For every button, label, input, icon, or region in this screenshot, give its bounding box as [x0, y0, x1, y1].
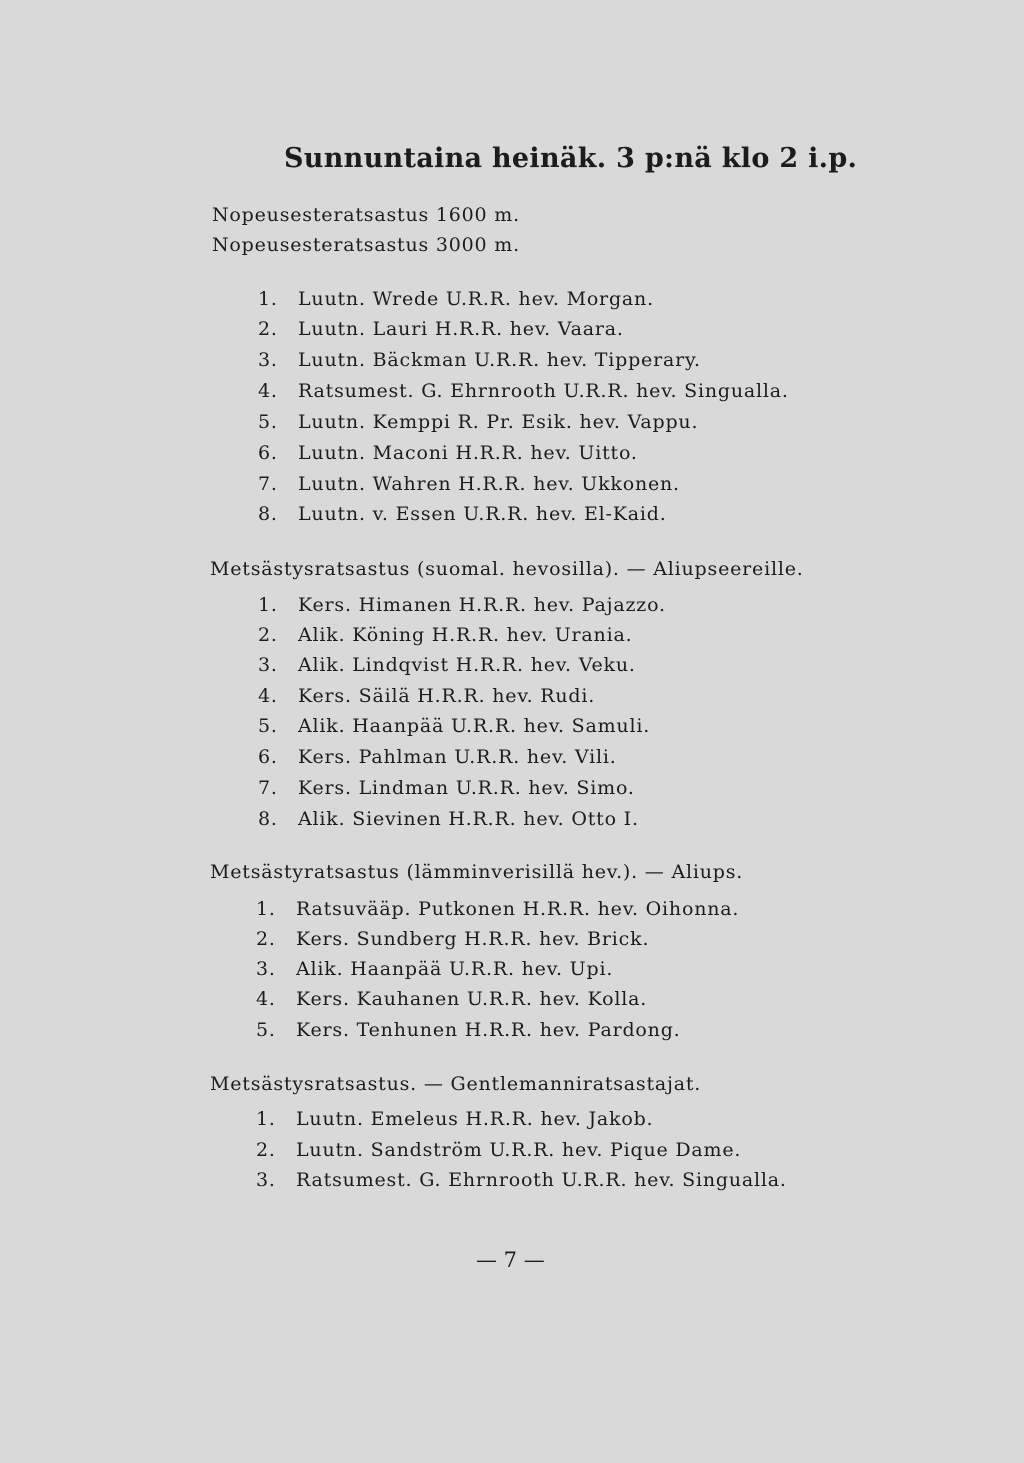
item-text: Kers. Säilä H.R.R. hev. Rudi.	[298, 685, 596, 707]
item-text: Luutn. Kemppi R. Pr. Esik. hev. Vappu.	[298, 411, 699, 433]
item-number: 3.	[256, 1169, 276, 1191]
item-text: Alik. Lindqvist H.R.R. hev. Veku.	[298, 654, 636, 676]
item-number: 2.	[258, 318, 278, 340]
item-text: Ratsumest. G. Ehrnrooth U.R.R. hev. Singualla.	[296, 1169, 787, 1191]
item-text: Luutn. Bäckman U.R.R. hev. Tipperary.	[298, 349, 701, 371]
item-number: 3.	[258, 349, 278, 371]
item-number: 8.	[258, 808, 278, 830]
page-number: — 7 —	[476, 1248, 545, 1272]
page-title: Sunnuntaina heinäk. 3 p:nä klo 2 i.p.	[284, 143, 858, 174]
item-text: Ratsuvääp. Putkonen H.R.R. hev. Oihonna.	[296, 898, 740, 920]
item-text: Alik. Haanpää U.R.R. hev. Upi.	[296, 958, 614, 980]
item-text: Luutn. Wrede U.R.R. hev. Morgan.	[298, 288, 654, 310]
item-number: 2.	[258, 624, 278, 646]
item-number: 6.	[258, 746, 278, 768]
item-text: Luutn. Sandström U.R.R. hev. Pique Dame.	[296, 1139, 742, 1161]
item-text: Alik. Sievinen H.R.R. hev. Otto I.	[298, 808, 639, 830]
item-text: Luutn. Lauri H.R.R. hev. Vaara.	[298, 318, 624, 340]
item-text: Kers. Sundberg H.R.R. hev. Brick.	[296, 928, 650, 950]
item-text: Kers. Lindman U.R.R. hev. Simo.	[298, 777, 635, 799]
item-text: Kers. Tenhunen H.R.R. hev. Pardong.	[296, 1019, 681, 1041]
intro-line: Nopeusesteratsastus 1600 m.	[212, 204, 520, 226]
item-number: 1.	[256, 1108, 276, 1130]
item-text: Luutn. Emeleus H.R.R. hev. Jakob.	[296, 1108, 654, 1130]
item-text: Kers. Himanen H.R.R. hev. Pajazzo.	[298, 594, 666, 616]
item-number: 1.	[258, 288, 278, 310]
item-number: 3.	[256, 958, 276, 980]
item-text: Kers. Pahlman U.R.R. hev. Vili.	[298, 746, 617, 768]
item-text: Alik. Köning H.R.R. hev. Urania.	[298, 624, 633, 646]
item-number: 6.	[258, 442, 278, 464]
item-number: 1.	[258, 594, 278, 616]
section-heading: Metsästysratsastus. — Gentlemanniratsastajat.	[210, 1073, 702, 1095]
item-number: 7.	[258, 473, 278, 495]
item-number: 8.	[258, 503, 278, 525]
section-heading: Metsästysratsastus (suomal. hevosilla). — Aliupseereille.	[210, 558, 804, 580]
item-number: 4.	[258, 380, 278, 402]
item-text: Ratsumest. G. Ehrnrooth U.R.R. hev. Singualla.	[298, 380, 789, 402]
item-text: Luutn. Maconi H.R.R. hev. Uitto.	[298, 442, 638, 464]
item-text: Kers. Kauhanen U.R.R. hev. Kolla.	[296, 988, 648, 1010]
item-number: 4.	[256, 988, 276, 1010]
item-text: Alik. Haanpää U.R.R. hev. Samuli.	[298, 715, 651, 737]
item-number: 2.	[256, 1139, 276, 1161]
item-number: 3.	[258, 654, 278, 676]
item-text: Luutn. v. Essen U.R.R. hev. El-Kaid.	[298, 503, 667, 525]
item-number: 5.	[258, 715, 278, 737]
item-number: 7.	[258, 777, 278, 799]
intro-line: Nopeusesteratsastus 3000 m.	[212, 234, 520, 256]
item-number: 5.	[256, 1019, 276, 1041]
item-number: 4.	[258, 685, 278, 707]
item-number: 2.	[256, 928, 276, 950]
item-text: Luutn. Wahren H.R.R. hev. Ukkonen.	[298, 473, 680, 495]
item-number: 1.	[256, 898, 276, 920]
section-heading: Metsästyratsastus (lämminverisillä hev.). — Aliups.	[210, 861, 744, 883]
item-number: 5.	[258, 411, 278, 433]
